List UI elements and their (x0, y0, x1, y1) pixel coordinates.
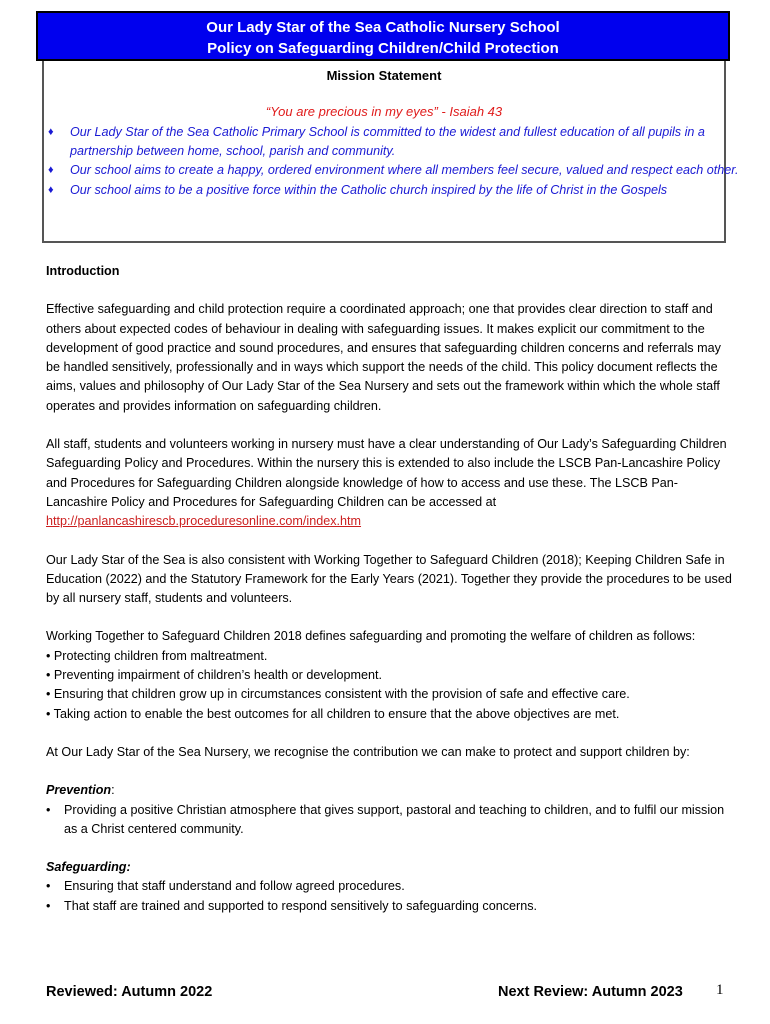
intro-paragraph-3: Our Lady Star of the Sea is also consistent with Working Together to Safeguard Children (2018); Keeping Children Safe in Education (2022) and the Statutory Framework for the Early Years (2021). Together they provide the procedures to be used by all nursery staff, students and volunteers. (46, 552, 732, 606)
list-item: • Ensuring that staff understand and follow agreed procedures. (46, 877, 736, 896)
intro-paragraph-1: Effective safeguarding and child protection require a coordinated approach; one that provides clear direction to staff and others about expected codes of behaviour in dealing with safeguarding issues. It makes explicit our commitment to the development of good practice and sound procedures, and ensures that safeguarding children concerns and referrals may be handled sensitively, professionally and in ways which support the needs of the child. This policy document reflects the aims, values and philosophy of Our Lady Star of the Sea Nursery and sets out the framework within which the whole staff operates and provides information on safeguarding children. (46, 302, 721, 413)
diamond-bullet-icon: ♦ (48, 126, 54, 138)
list-item: • Providing a positive Christian atmosphere that gives support, pastoral and teaching to children, and to fulfil our mission as a Christ centered community. (46, 802, 725, 836)
diamond-bullet-icon: ♦ (48, 164, 54, 177)
document-header (36, 11, 730, 61)
mission-statement-box (42, 61, 739, 243)
mission-quote: “You are precious in my eyes” - Isaiah 43 (265, 104, 503, 119)
list-item: • Ensuring that children grow up in circumstances consistent with the provision of safe and effective care. (46, 687, 630, 702)
list-item: • Protecting children from maltreatment. (46, 648, 268, 663)
intro-paragraph-4: Working Together to Safeguard Children 2018 defines safeguarding and promoting the welfare of children as follows: (46, 629, 696, 644)
diamond-bullet-icon: ♦ (48, 183, 54, 196)
mission-title: Mission Statement (326, 68, 442, 83)
mission-list (44, 123, 744, 200)
prevention-list (46, 801, 736, 840)
next-review-date: Next Review: Autumn 2023 (498, 984, 683, 1000)
procedures-link[interactable]: http://panlancashirescb.proceduresonline.com/index.htm (46, 514, 362, 529)
page-footer (46, 984, 736, 1006)
reviewed-date: Reviewed: Autumn 2022 (46, 984, 213, 1000)
list-item: • Taking action to enable the best outcomes for all children to ensure that the above objectives are met. (46, 706, 620, 721)
bullet-icon: • (46, 879, 51, 894)
prevention-heading: Prevention: (46, 783, 115, 798)
list-item: • Preventing impairment of children’s health or development. (46, 668, 382, 683)
safeguarding-list (46, 877, 736, 916)
list-item: ♦ Our Lady Star of the Sea Catholic Primary School is committed to the widest and fullest education of all pupils in a partnership between home, school, parish and community. (48, 125, 705, 159)
welfare-list (46, 647, 736, 724)
list-item: • That staff are trained and supported to respond sensitively to safeguarding concerns. (46, 897, 736, 916)
list-item: ♦ Our school aims to be a positive force within the Catholic church inspired by the life of Christ in the Gospels (44, 181, 744, 200)
document-body (46, 262, 736, 916)
bullet-icon: • (46, 898, 51, 913)
intro-paragraph-5: At Our Lady Star of the Sea Nursery, we recognise the contribution we can make to protect and support children by: (46, 744, 690, 759)
intro-paragraph-2: All staff, students and volunteers working in nursery must have a clear understanding of Our Lady’s Safeguarding Children Safeguarding Policy and Procedures. Within the nursery this is extended to also include the LSCB Pan-Lancashire Policy and Procedures for Safeguarding Children alongside knowledge of how to access and use these. The LSCB Pan-Lancashire Policy and Procedures for Safeguarding Children can be accessed at http://panlancashirescb.proceduresonline.com/index.htm (46, 437, 727, 529)
safeguarding-heading: Safeguarding: (46, 860, 131, 875)
list-item: ♦ Our school aims to create a happy, ordered environment where all members feel secure, valued and respect each other. (44, 161, 744, 180)
bullet-icon: • (46, 802, 51, 817)
page-number: 1 (716, 982, 724, 998)
introduction-heading: Introduction (46, 264, 120, 278)
policy-title: Policy on Safeguarding Children/Child Protection (207, 40, 559, 57)
school-title: Our Lady Star of the Sea Catholic Nursery School (206, 19, 560, 36)
